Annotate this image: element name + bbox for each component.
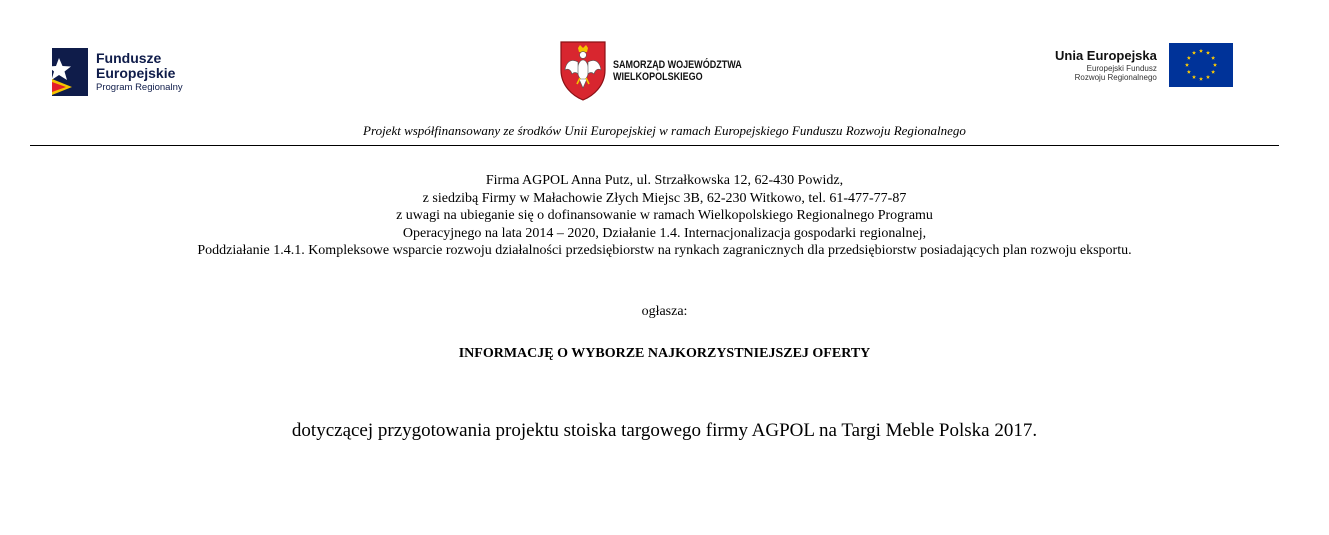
samorzad-text	[613, 59, 742, 83]
fundusze-europejskie-logo	[50, 44, 183, 100]
unia-europejska-logo	[1055, 42, 1233, 88]
intro-line-2: z siedzibą Firmy w Małachowie Złych Miejsc 3B, 62-230 Witkowo, tel. 61-477-77-87	[422, 190, 907, 206]
unia-line2: Europejski Fundusz	[1086, 64, 1157, 73]
intro-line-4: Operacyjnego na lata 2014 – 2020, Działanie 1.4. Internacjonalizacja gospodarki regionalnej,	[402, 225, 927, 241]
cofinancing-note: Projekt współfinansowany ze środków Unii Europejskiej w ramach Europejskiego Funduszu Rozwoju Regionalnego	[363, 123, 966, 138]
page-title: INFORMACJĘ O WYBORZE NAJKORZYSTNIEJSZEJ OFERTY	[458, 346, 871, 361]
subject-text: dotyczącej przygotowania projektu stoiska targowego firmy AGPOL na Targi Meble Polska 2017.	[291, 420, 1038, 441]
company-intro	[0, 172, 1329, 260]
samorzad-line2: WIELKOPOLSKIEGO	[613, 71, 703, 83]
samorzad-logo	[559, 40, 770, 102]
unia-line1: Unia Europejska	[1055, 48, 1157, 63]
samorzad-line1: SAMORZĄD WOJEWÓDZTWA	[613, 59, 742, 71]
intro-line-5: Poddziałanie 1.4.1. Kompleksowe wsparcie rozwoju działalności przedsiębiorstw na rynkach zagranicznych dla przedsiębiorstw posiadających plan rozwoju eksportu.	[197, 243, 1132, 258]
eu-flag-icon	[1169, 43, 1233, 87]
intro-line-1: Firma AGPOL Anna Putz, ul. Strzałkowska 12, 62-430 Powidz,	[485, 173, 844, 188]
fundusze-line3: Program Regionalny	[96, 81, 183, 93]
logo-header	[0, 0, 1329, 115]
fundusze-europejskie-logo-icon	[50, 46, 88, 98]
unia-europejska-text	[1055, 48, 1157, 82]
announce-text: ogłasza:	[641, 304, 688, 319]
fundusze-europejskie-text	[96, 51, 183, 94]
header-divider	[30, 145, 1279, 146]
wielkopolska-eagle-crest-icon	[559, 40, 607, 102]
fundusze-line2: Europejskie	[96, 64, 176, 81]
fundusze-line1: Fundusze	[96, 49, 162, 66]
unia-line3: Rozwoju Regionalnego	[1074, 73, 1157, 82]
intro-line-3: z uwagi na ubieganie się o dofinansowanie w ramach Wielkopolskiego Regionalnego Programu	[396, 208, 933, 223]
